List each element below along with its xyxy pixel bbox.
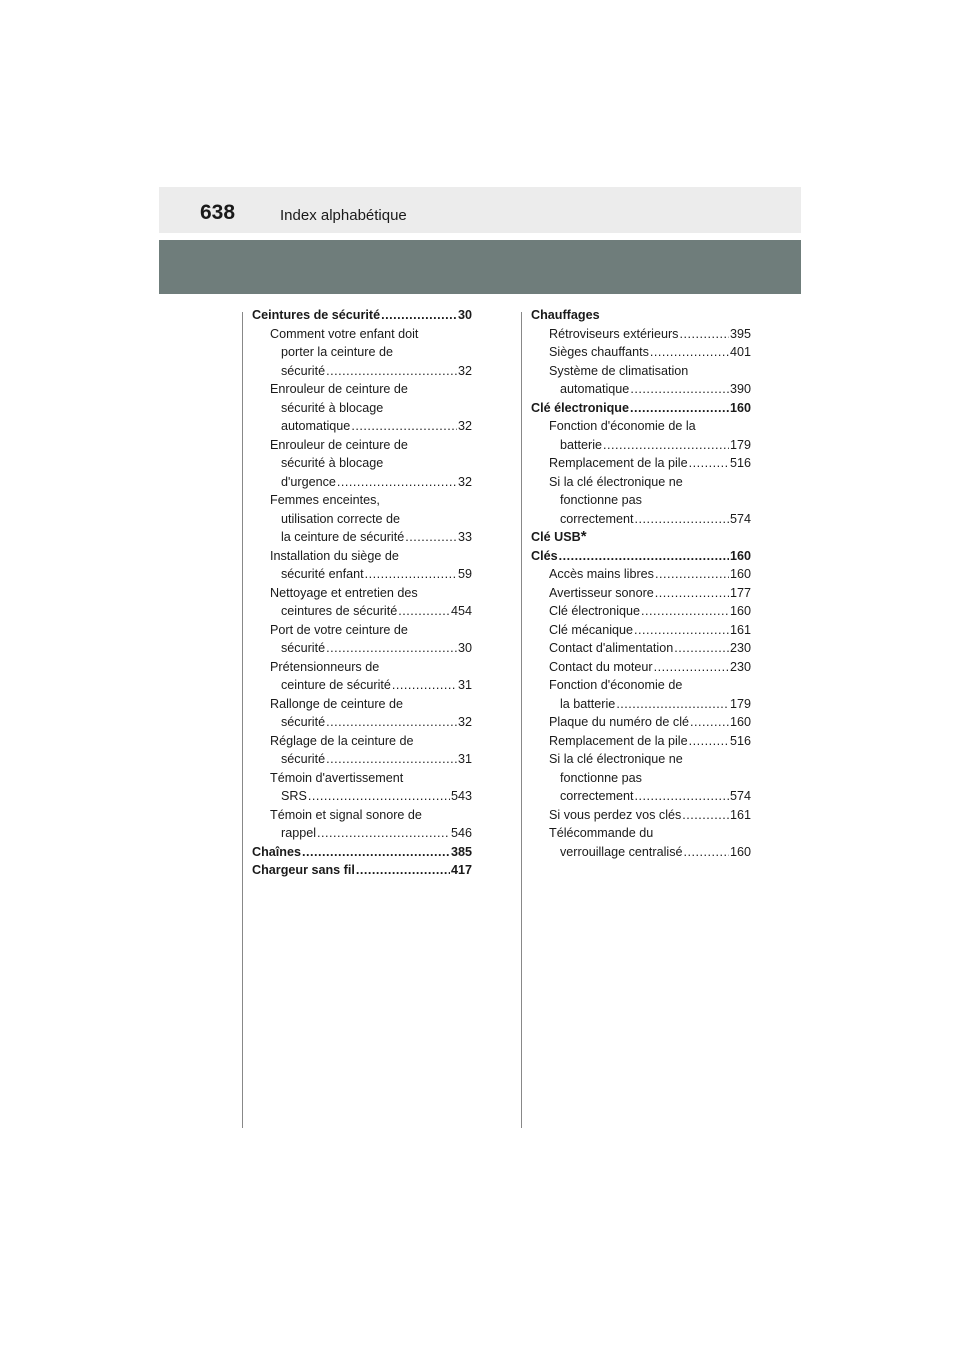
page-reference: 385 [450,844,472,859]
entry-line [531,380,751,399]
dot-leader [351,417,457,436]
dot-leader [684,843,729,862]
index-entry [531,306,751,325]
dot-leader [689,732,729,751]
index-subentry [531,713,751,732]
dot-leader [326,713,457,732]
entry-line [252,362,472,381]
dot-leader [641,602,729,621]
index-subentry [531,732,751,751]
chapter-bar [159,240,801,294]
page-reference: 30 [457,308,472,322]
entry-term: Chaînes [252,844,301,859]
entry-line: sécurité à blocage [281,400,384,415]
index-subentry [531,806,751,825]
entry-line: Prétensionneurs de [270,659,380,674]
dot-leader [650,343,729,362]
dot-leader [356,861,450,880]
index-entry [531,399,751,418]
dot-leader [655,565,729,584]
index-subentry [531,565,751,584]
entry-line [252,750,472,769]
entry-line: Témoin d'avertissement [270,770,404,785]
entry-line: Comment votre enfant doit [270,326,419,341]
entry-line [531,565,751,584]
entry-term: Contact d'alimentation [549,641,674,655]
entry-line: fonctionne pas [560,493,642,507]
entry-term: Remplacement de la pile [549,733,688,748]
index-subentry [531,658,751,677]
entry-term: SRS [281,789,307,803]
page-reference: 32 [457,419,472,433]
index-subentry [531,676,751,713]
entry-line: Nettoyage et entretien des [270,585,418,600]
entry-line: Fonction d'économie de [549,678,683,692]
index-subentry [252,658,472,695]
dot-leader [635,787,729,806]
entry-line [252,676,472,695]
dot-leader [603,436,729,455]
page-reference: 160 [729,844,751,859]
entry-line: Si la clé électronique ne [549,752,683,766]
entry-line: Système de climatisation [549,363,689,378]
entry-term: correctement [560,511,634,526]
entry-term: Chargeur sans fil [252,863,355,877]
dot-leader [302,843,450,862]
index-subentry [531,584,751,603]
entry-line [531,732,751,751]
entry-term: Remplacement de la pile [549,456,688,470]
entry-line: Si la clé électronique ne [549,474,683,489]
entry-term: sécurité [281,752,326,766]
entry-term: correctement [560,789,634,803]
entry-term: Clé mécanique [549,622,634,637]
entry-term: rappel [281,826,317,840]
entry-line [531,806,751,825]
index-entry [252,843,472,862]
entry-term: sécurité [281,715,326,729]
page-reference: 395 [729,326,751,341]
index-subentry [531,417,751,454]
page-reference: 179 [729,437,751,452]
page-reference: 546 [450,826,472,840]
page-reference: 543 [450,789,472,803]
entry-line [252,639,472,658]
page-reference: 454 [450,604,472,618]
entry-line: Installation du siège de [270,548,399,563]
entry-line: Enrouleur de ceinture de [270,382,408,396]
index-column-left [252,306,472,880]
index-subentry [252,380,472,436]
page-reference: 31 [457,752,472,766]
entry-line: porter la ceinture de [281,345,394,359]
index-subentry [252,325,472,381]
entry-line [531,713,751,732]
entry-term: batterie [560,437,603,452]
entry-line [531,325,751,344]
page-reference: 516 [729,733,751,748]
entry-term: sécurité [281,363,326,378]
index-subentry [252,491,472,547]
entry-term: ceintures de sécurité [281,604,398,618]
entry-line: fonctionne pas [560,770,642,785]
entry-line [531,602,751,621]
dot-leader [365,565,457,584]
entry-line: Port de votre ceinture de [270,622,408,637]
entry-line [252,843,472,862]
page-number: 638 [200,201,236,224]
index-subentry [252,621,472,658]
page-reference: 401 [729,345,751,359]
entry-line [531,454,751,473]
dot-leader [679,325,729,344]
dot-leader [654,658,729,677]
dot-leader [689,454,729,473]
entry-term: Plaque du numéro de clé [549,715,690,729]
index-subentry [531,824,751,861]
page-reference: 390 [729,382,751,396]
dot-leader [405,528,457,547]
header-band [159,187,801,233]
dot-leader [381,306,457,325]
dot-leader [308,787,450,806]
entry-line: Femmes enceintes, [270,493,380,507]
entry-line: Réglage de la ceinture de [270,733,414,748]
entry-term: Contact du moteur [549,659,653,674]
entry-term: Clé USB [531,530,581,544]
entry-term: Chauffages [531,308,600,322]
entry-line [252,602,472,621]
entry-term: Avertisseur sonore [549,585,654,600]
dot-leader [326,750,457,769]
dot-leader [634,621,729,640]
dot-leader [326,639,457,658]
entry-line: utilisation correcte de [281,511,401,526]
index-subentry [252,695,472,732]
entry-line [531,306,751,325]
page-reference: 230 [729,641,751,655]
entry-line: Clé USB * [531,528,587,545]
dot-leader [682,806,729,825]
dot-leader [674,639,729,658]
index-subentry [531,602,751,621]
page-reference: 177 [729,585,751,600]
page-reference: 574 [729,511,751,526]
entry-line [531,695,751,714]
entry-term: verrouillage centralisé [560,844,683,859]
page-reference: 160 [729,567,751,581]
entry-line [531,436,751,455]
entry-line [531,584,751,603]
entry-line [252,473,472,492]
dot-leader [398,602,450,621]
page-reference: 33 [457,530,472,544]
index-subentry [531,621,751,640]
entry-line [252,787,472,806]
entry-line: Fonction d'économie de la [549,419,696,433]
entry-line: sécurité à blocage [281,456,384,470]
index-subentry [252,547,472,584]
index-subentry [531,473,751,529]
index-subentry [252,436,472,492]
entry-term: d'urgence [281,474,336,489]
index-entry [252,861,472,880]
entry-line [531,510,751,529]
left-column-rule [242,312,243,1128]
index-subentry [252,806,472,843]
entry-line: Enrouleur de ceinture de [270,437,408,452]
entry-term: sécurité enfant [281,567,364,581]
right-column-rule [521,312,522,1128]
index-column-right [531,306,751,861]
entry-term: Clés [531,548,558,563]
index-subentry [252,769,472,806]
entry-term: Clé électronique [531,400,629,415]
page-reference: 574 [729,789,751,803]
index-subentry [252,732,472,769]
entry-line [531,547,751,566]
page-reference: 161 [729,807,751,822]
page-reference: 59 [457,567,472,581]
index-subentry [531,343,751,362]
entry-line: Télécommande du [549,826,654,840]
page-reference: 160 [729,715,751,729]
page-reference: 160 [729,400,751,415]
section-title: Index alphabétique [280,207,407,224]
entry-term: Clé électronique [549,604,641,618]
page-reference: 160 [729,604,751,618]
entry-line [531,639,751,658]
index-subentry [531,454,751,473]
dot-leader [392,676,457,695]
dot-leader [317,824,450,843]
index-subentry [531,362,751,399]
entry-line [252,565,472,584]
entry-line: Témoin et signal sonore de [270,807,422,822]
index-entry [531,528,751,547]
entry-line [252,306,472,325]
entry-line [252,713,472,732]
entry-line [531,343,751,362]
entry-line [531,843,751,862]
entry-line [531,787,751,806]
page-reference: 32 [457,474,472,489]
entry-term: automatique [281,419,351,433]
page-reference: 230 [729,659,751,674]
entry-term: la batterie [560,696,616,711]
entry-line [531,621,751,640]
entry-term: Sièges chauffants [549,345,649,359]
page-reference: 32 [457,363,472,378]
page-reference: 30 [457,641,472,655]
entry-term: Accès mains libres [549,567,654,581]
dot-leader [655,584,729,603]
entry-term: Si vous perdez vos clés [549,807,682,822]
entry-term: Ceintures de sécurité [252,308,381,322]
index-subentry [531,325,751,344]
page-reference: 160 [729,548,751,563]
dot-leader [630,399,729,418]
index-subentry [531,639,751,658]
entry-line [252,417,472,436]
page-reference: 161 [729,622,751,637]
entry-line [252,861,472,880]
dot-leader [326,362,457,381]
dot-leader [630,380,729,399]
entry-line [252,824,472,843]
dot-leader [616,695,729,714]
entry-term: automatique [560,382,630,396]
entry-line [252,528,472,547]
entry-term: sécurité [281,641,326,655]
index-entry [531,547,751,566]
dot-leader [635,510,729,529]
page-reference: 516 [729,456,751,470]
index-subentry [531,750,751,806]
page-reference: 32 [457,715,472,729]
index-subentry [252,584,472,621]
index-entry [252,306,472,325]
entry-term: la ceinture de sécurité [281,530,405,544]
page-reference: 417 [450,863,472,877]
dot-leader [559,547,729,566]
page-reference: 31 [457,678,472,692]
entry-term: ceinture de sécurité [281,678,391,692]
dot-leader [690,713,729,732]
page-reference: 179 [729,696,751,711]
entry-line: Rallonge de ceinture de [270,696,404,711]
entry-line [531,399,751,418]
entry-line [531,658,751,677]
dot-leader [337,473,457,492]
entry-term: Rétroviseurs extérieurs [549,326,679,341]
